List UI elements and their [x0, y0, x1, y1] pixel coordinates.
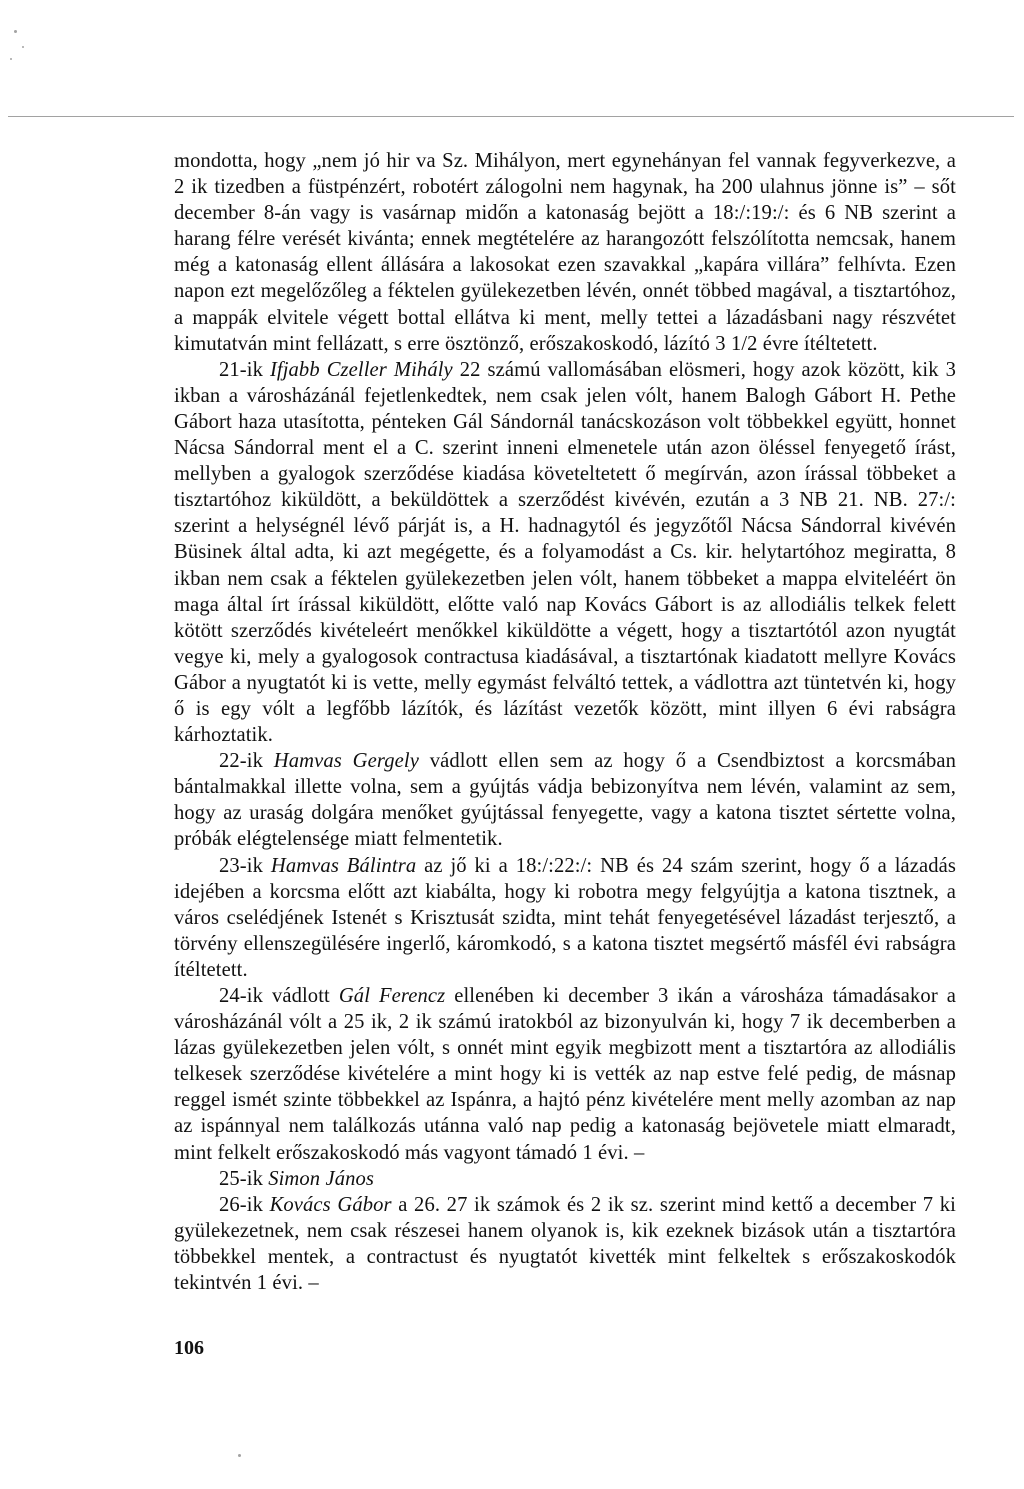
italic-name: Simon János [268, 1167, 374, 1190]
italic-name: Ifjabb Czeller Mihály [269, 358, 453, 381]
italic-name: Gál Ferencz [338, 985, 446, 1007]
paragraph-text: ellenében ki december 3 ikán a városháza támadásakor a városházánál vólt a 25 ik, 2 ik számú iratokból az bizonyulván ki, hogy 7 ik decemberben a lázas gyülekezetben jelen vólt, s onnét mint egyik megbizott ment a tisztartóra az allodiális telkesek szerződése kivételére a mint hogy ki is vették az nap estve felé pedig, de másnap reggel ismét szinte többekkel az Ispánra, a hajtó pénz kivételére ment melly azomban az nap az ispánnyal nem találkozás utánna való nap pedig a katonaság bejövetele miatt elmaradt, mint felkelt erőszakoskodó más vagyont támadó 1 évi. – [174, 985, 956, 1164]
italic-name: Hamvas Gergely [273, 750, 419, 773]
scan-speck [22, 46, 24, 48]
paragraph [174, 357, 956, 748]
page-number: 106 [174, 1337, 204, 1359]
paragraph [174, 983, 956, 1166]
document-body [174, 148, 956, 1296]
paragraph-text: vádlott ellen sem az hogy ő a Csendbiztost a korcsmában bántalmakkal illette volna, sem a gyújtás vádja bebizonyítva nem lévén, valamint az sem, hogy az uraság dolgára menőket gyújtással fenyegette, vagy a katona tisztet sértette volna, próbák elégtelensége miatt felmentetik. [174, 750, 956, 851]
paragraph-text: mondotta, hogy „nem jó hir va Sz. Mihályon, mert egynehányan fel vannak fegyverkezve, a 2 ik tizedben a füstpénzért, robotért zálogolni nem hagynak, ha 200 ulahnus jönne is” – sőt december 8-án vagy is vasárnap midőn a katonaság bejött a 18:/:19:/: és 6 NB szerint a harang félre verését kivánta; ennek megtételére az harangozótt felszólította nemcsak, hanem még a katonaság ellent állására a lakosokat ezen szavakkal „kapára villára” felhívta. Ezen napon ezt megelőzőleg a féktelen gyülekezetben lévén, onnét többed magával, a tisztartóhoz, a mappák elvitele végett bottal ellátva ki ment, melly tettei a lázadásbani nagy részvétet kimutatván mint fellázatt, s erre ösztönző, erőszakoskodó, lázító 3 1/2 évre ítéltetett. [174, 150, 956, 355]
scan-speck [238, 1454, 241, 1457]
paragraph-text: 22 számú vallomásában elösmeri, hogy azok között, kik 3 ikban a városházánál fejetlenkedtek, nem csak jelen vólt, hanem Balogh Gábort H. Pethe Gábort haza utasította, pénteken Gál Sándornál tanácskozáson volt többekkel együtt, honnet Nácsa Sándorral ment el a C. szerint inneni elmenetele után azon öléssel fenyegető írást, mellyben a gyalogok szerződése kiadása követeltetett ő megírván, azon írással többeket a tisztartóhoz kiküldött, a beküldöttek a szerződést kivévén, ezután a 3 NB 21. NB. 27:/: szerint a helységnél lévő párját is, a H. hadnagytól és jegyzőtől Nácsa Sándorral kivévén Büsinek által adta, ki azt megégette, és a folyamodást a Cs. kir. helytartóhoz megiratta, 8 ikban nem csak a féktelen gyülekezetben jelen vólt, hanem többeket a mappa elviteléért ön maga által írt írással kiküldött, előtte való nap Kovács Gábort is az allodiális telkek felett kötött szerződés kivételeért menőkkel kiküldötte a végett, hogy a tisztartótól azon nyugtát vegye ki, mely a gyalogosok contractusa kiadásával, a tisztartónak kiadatott mellyre Kovács Gábor a nyugtatót ki is vette, melly egymást felváltó tettek, a vádlottra azt tüntetvén ki, hogy ő is egy vólt a legfőbb lázítók, és lázítást vezetők között, mint illyen 6 évi rabságra kárhoztatik. [174, 358, 956, 747]
paragraph-text: 23-ik [219, 854, 271, 877]
scan-speck [14, 30, 17, 33]
paragraph [174, 1192, 956, 1296]
paragraph [174, 1166, 956, 1192]
paragraph-text: a 26. 27 ik számok és 2 ik sz. szerint mind kettő a december 7 ki gyülekezetnek, nem csak részesei hanem olyanok is, kik ezeknek bizások után a tisztartóra többekkel mentek, a contractust és nyugtatót kivették mint felkeltek s erőszakoskodók tekintvén 1 évi. – [174, 1193, 957, 1295]
paragraph-text: 24-ik vádlott [219, 985, 339, 1007]
italic-name: Kovács Gábor [269, 1193, 392, 1216]
paragraph [174, 748, 956, 852]
scan-top-rule [8, 116, 1014, 117]
paragraph-text: az jő ki a 18:/:22:/: NB és 24 szám szerint, hogy ő a lázadás idejében a korcsma előtt azt kiabálta, hogy ki robotra megy felgyújtja a katona tisztnek, a város cselédjének Istenét s Krisztusát szidta, mint tehát fenyegetésével lázadást terjesztő, a törvény ellenszegülésére ingerlő, káromkodó, s a katona tisztet megsértő másfél évi rabságra ítéltetett. [174, 854, 957, 981]
paragraph [174, 148, 956, 357]
scan-speck [10, 58, 12, 60]
paragraph [174, 853, 956, 983]
paragraph-text: 21-ik [219, 358, 270, 381]
paragraph-text: 22-ik [219, 750, 274, 773]
italic-name: Hamvas Bálintra [270, 854, 417, 877]
paragraph-text: 25-ik [219, 1167, 269, 1190]
paragraph-text: 26-ik [219, 1193, 270, 1216]
